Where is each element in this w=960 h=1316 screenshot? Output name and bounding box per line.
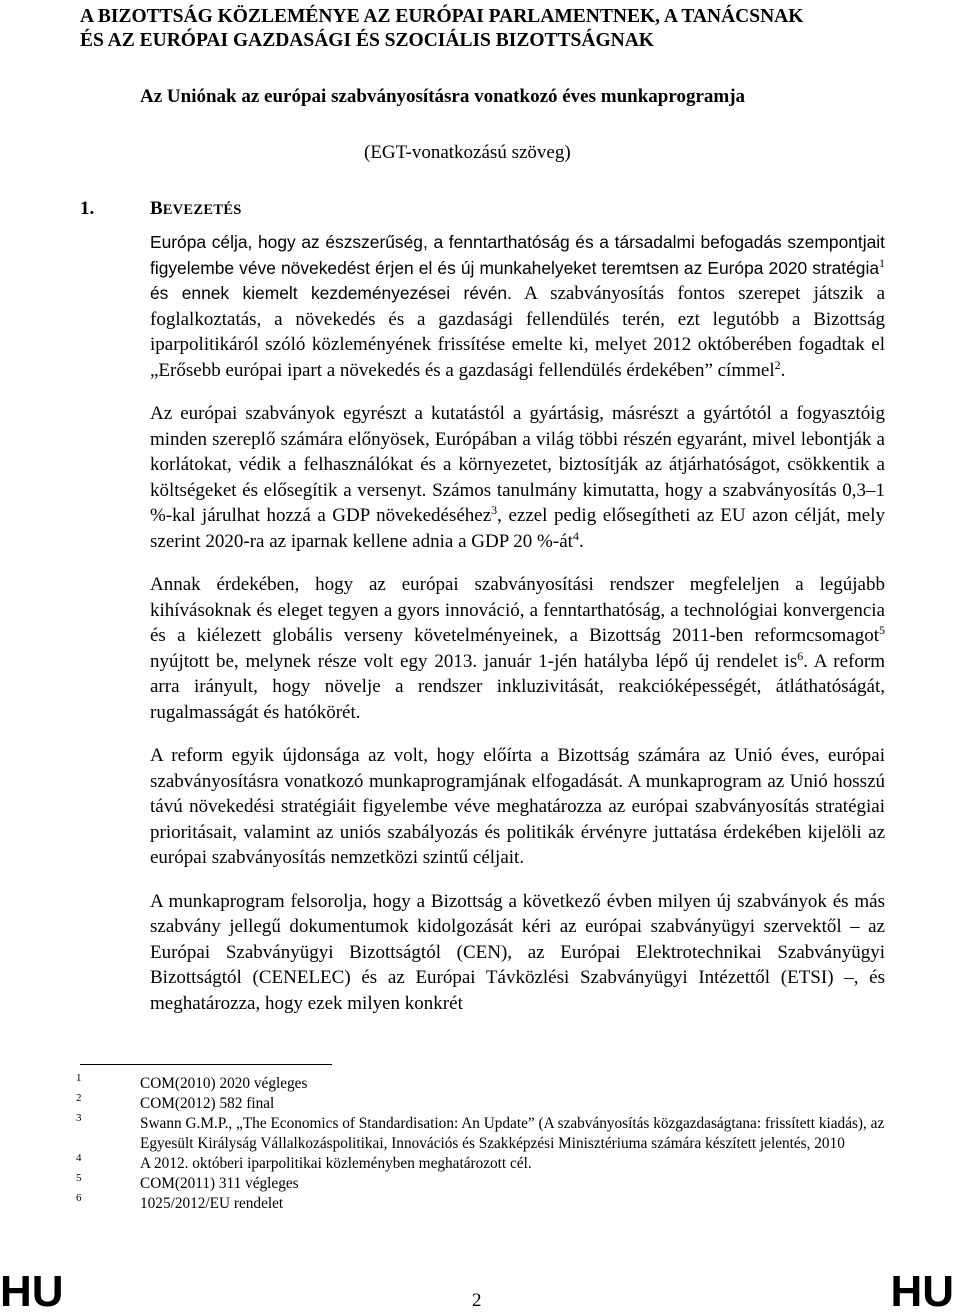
paragraph-3	[150, 572, 885, 725]
paragraph-1-part-c: A szabványosítás fontos szerepet játszik a foglalkoztatás, a növekedés és a gazdasági fellendülés terén, ezt legutóbb a Bizottság iparpolitikáról szóló közleményének frissítése emelte ki, melyet 2012 októberében fogadtak el „Erősebb európai ipart a növekedés és a gazdasági fellendülés érdekében” címmel	[150, 283, 885, 381]
footnote-separator	[80, 1064, 332, 1065]
paragraph-2-part-a: Az európai szabványok egyrészt a kutatástól a gyártásig, másrészt a gyártótól a fogyasztóig minden szereplő számára előnyösek, Európában a világ többi részén egyaránt, mivel lebontják a korlátokat, védik a felhasználókat és a környezetet, biztosítják az átjárhatóságot, csökkentik a költségeket és elősegítik a versenyt. Számos tanulmány kimutatta, hogy a szabványosítás 0,3–1 %-kal járulhat hozzá a GDP növekedéséhez	[150, 403, 885, 526]
footnote-text: A 2012. októberi iparpolitikai közleményben meghatározott cél.	[140, 1155, 532, 1172]
footnote	[76, 1154, 888, 1174]
footnote	[76, 1094, 888, 1114]
footnotes	[76, 1074, 888, 1214]
footnote-ref-1: 1	[879, 255, 885, 270]
paragraph-1-part-b: és ennek kiemelt kezdeményezései révén.	[150, 283, 512, 303]
section-number: 1.	[80, 198, 95, 219]
footnote-ref-3: 3	[491, 503, 498, 517]
eea-relevance-note: (EGT-vonatkozású szöveg)	[364, 142, 571, 163]
footnote-ref-5: 5	[879, 623, 885, 637]
footnote	[76, 1174, 888, 1194]
title-line-2: ÉS AZ EURÓPAI GAZDASÁGI ÉS SZOCIÁLIS BIZOTTSÁGNAK	[80, 30, 654, 51]
language-code-right: HU	[890, 1267, 954, 1316]
paragraph-4: A reform egyik újdonsága az volt, hogy előírta a Bizottság számára az Unió éves, európai szabványosításra vonatkozó munkaprogramjának elfogadását. A munkaprogram az Unió hosszú távú növekedési stratégiáit figyelembe véve meghatározza az európai szabványosítás stratégiai prioritásait, valamint az uniós szabályozás és politikák érvényre juttatása érdekében kijelöli az európai szabványosítás nemzetközi szintű céljait.	[150, 745, 885, 868]
footnote-number: 6	[76, 1192, 82, 1204]
footnote-number: 1	[76, 1072, 82, 1084]
paragraph-3-part-a: Annak érdekében, hogy az európai szabványosítási rendszer megfeleljen a legújabb kihívásoknak és eleget tegyen a gyors innováció, a fenntarthatóság, a technológiai konvergencia és a kiélezett globális verseny követelményeinek, a Bizottság 2011-ben reformcsomagot	[150, 574, 885, 646]
title-line-1: A BIZOTTSÁG KÖZLEMÉNYE AZ EURÓPAI PARLAMENTNEK, A TANÁCSNAK	[80, 6, 804, 27]
footnote-ref-2: 2	[774, 357, 781, 372]
footnote-text: 1025/2012/EU rendelet	[140, 1195, 284, 1212]
paragraph-2-end: .	[578, 530, 584, 552]
paragraph-1-end: .	[780, 359, 786, 381]
section-title	[150, 198, 242, 220]
paragraph-1	[150, 230, 885, 383]
footnote	[76, 1114, 888, 1154]
body-text	[150, 230, 885, 1034]
paragraph-3-part-b: nyújtott be, melynek része volt egy 2013. január 1-jén hatályba lépő új rendelet is	[150, 650, 798, 672]
footnote-ref-6: 6	[797, 648, 804, 663]
footnote-number: 5	[76, 1172, 82, 1184]
footnote-text: COM(2011) 311 végleges	[140, 1175, 299, 1192]
paragraph-1-part-a: Európa célja, hogy az észszerűség, a fenntarthatóság és a társadalmi befogadás szempontjait figyelembe véve növekedést érjen el és új munkahelyeket teremtsen az Európa 2020 stratégia	[150, 232, 885, 278]
footnote	[76, 1194, 888, 1214]
page-number: 2	[472, 1290, 482, 1311]
section-title-initial: B	[150, 198, 163, 219]
document-title	[80, 5, 900, 53]
language-code-left: HU	[0, 1267, 64, 1316]
footnote-text: COM(2012) 582 final	[140, 1095, 275, 1112]
paragraph-3-part-c: . A reform arra irányult, hogy növelje a rendszer inkluzivitását, reakcióképességét, átláthatóságát, rugalmasságát és hatókörét.	[150, 650, 885, 723]
document-subtitle: Az Uniónak az európai szabványosításra vonatkozó éves munkaprogramja	[140, 86, 746, 107]
footnote-number: 4	[76, 1152, 82, 1164]
footnote-text: COM(2010) 2020 végleges	[140, 1075, 308, 1092]
paragraph-2-part-b: , ezzel pedig elősegítheti az EU azon célját, mely szerint 2020-ra az iparnak kellene adnia a GDP 20 %-át	[150, 505, 885, 552]
paragraph-5: A munkaprogram felsorolja, hogy a Bizottság a következő évben milyen új szabványok és más szabvány jellegű dokumentumok kidolgozását kéri az európai szabványügyi szervektől – az Európai Szabványügyi Bizottságtól (CEN), az Európai Elektrotechnikai Szabványügyi Bizottságtól (CENELEC) és az Európai Távközlési Szabványügyi Intézettől (ETSI) –, és meghatározza, hogy ezek milyen konkrét	[150, 890, 885, 1014]
footnote-number: 3	[76, 1112, 82, 1124]
footnote-ref-4: 4	[572, 528, 579, 543]
paragraph-2	[150, 401, 885, 554]
section-title-rest: EVEZETÉS	[162, 202, 242, 218]
footnote	[76, 1074, 888, 1094]
footnote-text: Swann G.M.P., „The Economics of Standardisation: An Update” (A szabványosítás közgazdaságtana: frissített kiadás), az Egyesült Királyság Vállalkozáspolitikai, Innovációs és Szakképzési Minisztériuma számára készített jelentés, 2010	[140, 1115, 885, 1152]
footnote-number: 2	[76, 1092, 82, 1104]
